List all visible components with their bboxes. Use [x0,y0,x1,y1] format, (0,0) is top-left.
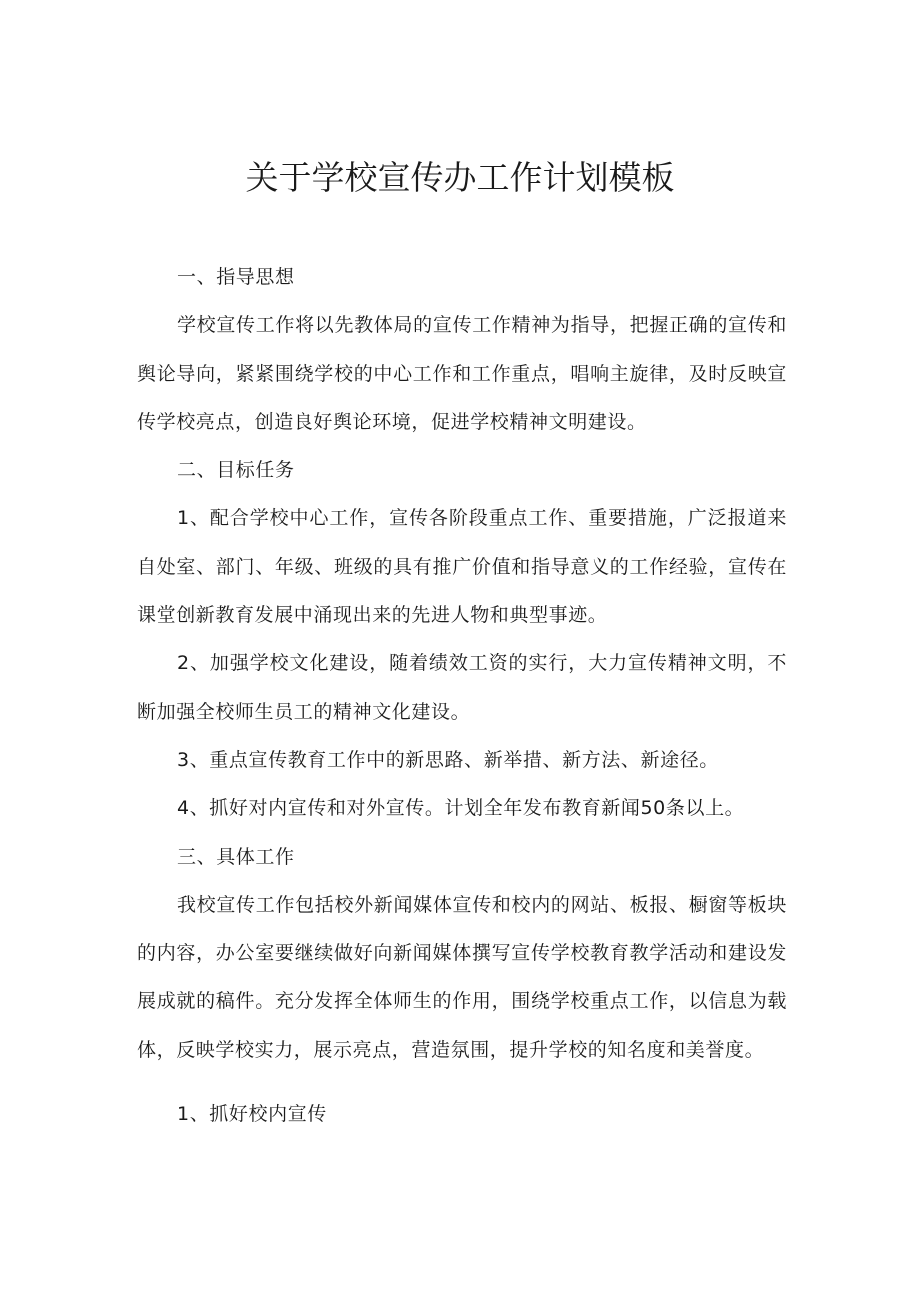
section-heading-specific-work: 三、具体工作 [177,845,295,868]
paragraph-goal-3: 3、重点宣传教育工作中的新思路、新举措、新方法、新途径。 [177,748,719,771]
document-body [137,253,787,1138]
document-title: 关于学校宣传办工作计划模板 [245,158,675,197]
paragraph-goal-1: 1、配合学校中心工作，宣传各阶段重点工作、重要措施，广泛报道来自处室、部门、年级、班级的具有推广价值和指导意义的工作经验，宣传在课堂创新教育发展中涌现出来的先进人物和典型事迹。 [137,507,787,627]
paragraph-goal-2: 2、加强学校文化建设，随着绩效工资的实行，大力宣传精神文明，不断加强全校师生员工的精神文化建设。 [137,652,787,723]
paragraph-guiding-ideology: 学校宣传工作将以先教体局的宣传工作精神为指导，把握正确的宣传和舆论导向，紧紧围绕学校的中心工作和工作重点，唱响主旋律，及时反映宣传学校亮点，创造良好舆论环境，促进学校精神文明建设。 [137,314,787,433]
subheading-internal-publicity: 1、抓好校内宣传 [177,1103,327,1126]
paragraph-specific-work: 我校宣传工作包括校外新闻媒体宣传和校内的网站、板报、橱窗等板块的内容，办公室要继续做好向新闻媒体撰写宣传学校教育教学活动和建设发展成就的稿件。充分发挥全体师生的作用，围绕学校重点工作，以信息为载体，反映学校实力，展示亮点，营造氛围，提升学校的知名度和美誉度。 [137,893,787,1061]
section-heading-guiding-ideology: 一、指导思想 [177,266,295,288]
paragraph-goal-4: 4、抓好对内宣传和对外宣传。计划全年发布教育新闻50条以上。 [177,797,745,820]
section-heading-goals: 二、目标任务 [177,459,295,482]
